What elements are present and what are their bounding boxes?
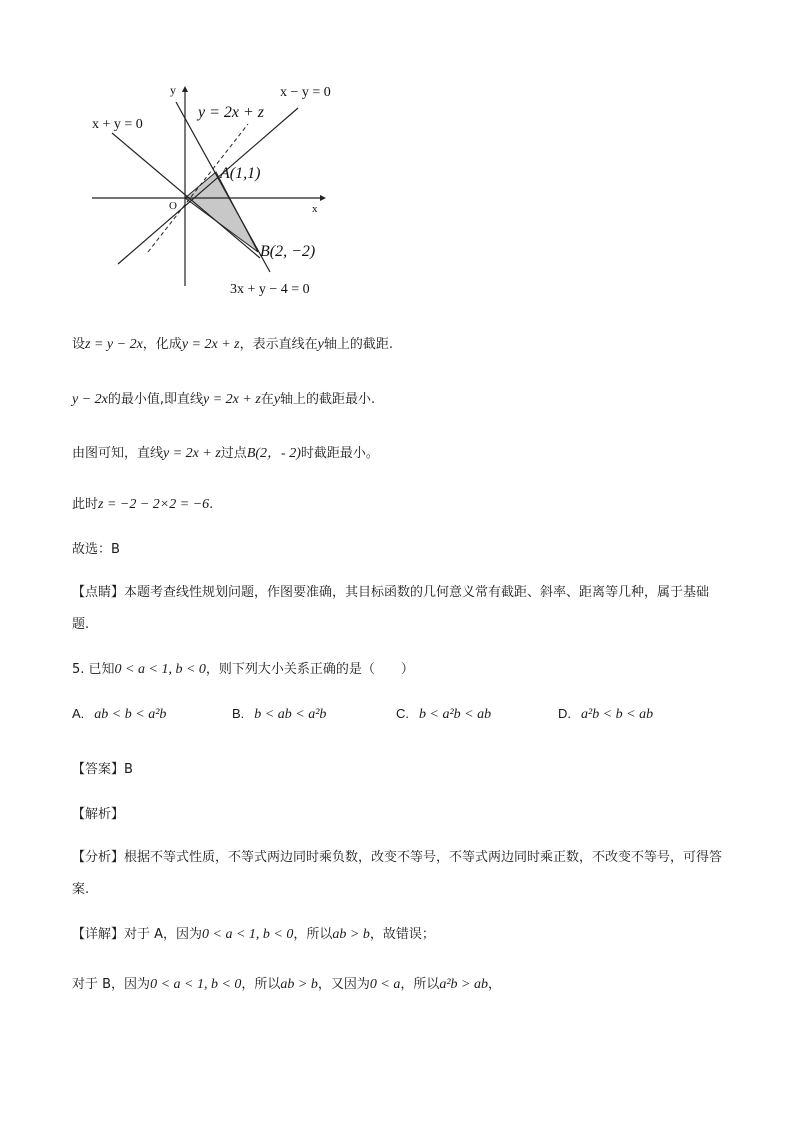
- math: B(2，- 2): [246, 446, 301, 461]
- option-label: A.: [72, 706, 85, 721]
- dianjing-paragraph: 【点睛】本题考查线性规划问题，作图要准确，其目标函数的几何意义常有截距、斜率、距离等几种，属于基础题.: [72, 585, 710, 632]
- text: ，化成: [142, 337, 182, 352]
- text-line-2: [72, 390, 752, 410]
- math: 0 < a < 1, b < 0: [202, 927, 294, 942]
- duiyu-b-line: [72, 975, 752, 995]
- text: 过点: [220, 446, 247, 461]
- text: ，则下列大小关系正确的是（ ）: [205, 662, 414, 677]
- math: a²b > ab: [439, 977, 489, 992]
- text: 时截距最小。: [300, 446, 379, 461]
- line-x-plus-y-label: x + y = 0: [92, 117, 143, 132]
- x-axis-arrow: [320, 195, 326, 201]
- text: ，表示直线在: [239, 337, 318, 352]
- math: ab > b: [280, 977, 318, 992]
- math: ab > b: [332, 927, 370, 942]
- option-a: [72, 706, 166, 723]
- option-expr: a²b < b < ab: [581, 707, 654, 722]
- y-axis-label: y: [170, 83, 176, 97]
- math: y = 2x + z: [163, 446, 221, 461]
- dashed-line-label: y = 2x + z: [198, 104, 265, 121]
- option-expr: b < ab < a²b: [254, 707, 327, 722]
- text: .: [209, 497, 214, 512]
- math: 0 < a < 1, b < 0: [150, 977, 242, 992]
- text: 此时: [72, 497, 99, 512]
- text: ，: [488, 977, 502, 992]
- text: 由图可知，直线: [72, 446, 164, 461]
- option-c: [396, 706, 491, 723]
- math: y = 2x + z: [181, 337, 240, 352]
- line-x-plus-y: [112, 133, 260, 258]
- x-axis-label: x: [312, 203, 318, 215]
- text: 设: [72, 337, 86, 352]
- line-3x-label: 3x + y − 4 = 0: [230, 282, 310, 297]
- linear-programming-figure: [80, 78, 350, 300]
- line-3x-plus-y: [176, 102, 270, 272]
- text: 【详解】对于 A，因为: [72, 927, 203, 942]
- origin-label: O: [169, 200, 177, 212]
- text: ，又因为: [317, 977, 370, 992]
- text: 轴上的截距最小.: [280, 392, 376, 407]
- text-line-4: [72, 495, 752, 515]
- point-b-label: B(2, −2): [260, 243, 316, 260]
- text-line-1: [72, 335, 752, 355]
- figure-svg: [80, 78, 350, 300]
- text: 的最小值,即直线: [107, 392, 204, 407]
- math: y: [273, 392, 281, 407]
- text-line-5: 故选：B: [72, 542, 120, 557]
- line-x-minus-y-label: x − y = 0: [280, 85, 331, 100]
- text-line-3: [72, 444, 752, 464]
- option-d: [558, 706, 653, 723]
- option-label: B.: [232, 706, 245, 721]
- line-x-minus-y: [118, 108, 298, 264]
- option-expr: b < a²b < ab: [419, 707, 492, 722]
- text: ，所以: [293, 927, 333, 942]
- text: ，故错误；: [369, 927, 435, 942]
- math: y = 2x + z: [203, 392, 261, 407]
- xiangjie-line: [72, 925, 752, 945]
- text: 轴上的截距.: [323, 337, 393, 352]
- text: ，所以: [241, 977, 281, 992]
- math: z = y − 2x: [85, 337, 143, 352]
- option-b: [232, 706, 326, 723]
- point-a-label: A(1,1): [220, 165, 261, 182]
- text: 5. 已知: [72, 662, 115, 677]
- fenxi-paragraph: 【分析】根据不等式性质，不等式两边同时乘负数，改变不等号，不等式两边同时乘正数，不改变不等号，可得答案.: [72, 850, 723, 897]
- text: 对于 B，因为: [72, 977, 151, 992]
- math: z = −2 − 2×2 = −6: [98, 497, 210, 512]
- text: 在: [260, 392, 274, 407]
- option-label: C.: [396, 706, 409, 721]
- answer: 【答案】B: [72, 762, 133, 777]
- question-5: [72, 660, 752, 680]
- option-expr: ab < b < a²b: [94, 707, 167, 722]
- math: y: [317, 337, 324, 352]
- math: y − 2x: [72, 392, 108, 407]
- math: 0 < a: [369, 977, 401, 992]
- math: 0 < a < 1, b < 0: [114, 662, 206, 677]
- option-label: D.: [558, 706, 571, 721]
- y-axis-arrow: [182, 86, 188, 92]
- analysis-heading: 【解析】: [72, 807, 125, 822]
- text: ，所以: [400, 977, 440, 992]
